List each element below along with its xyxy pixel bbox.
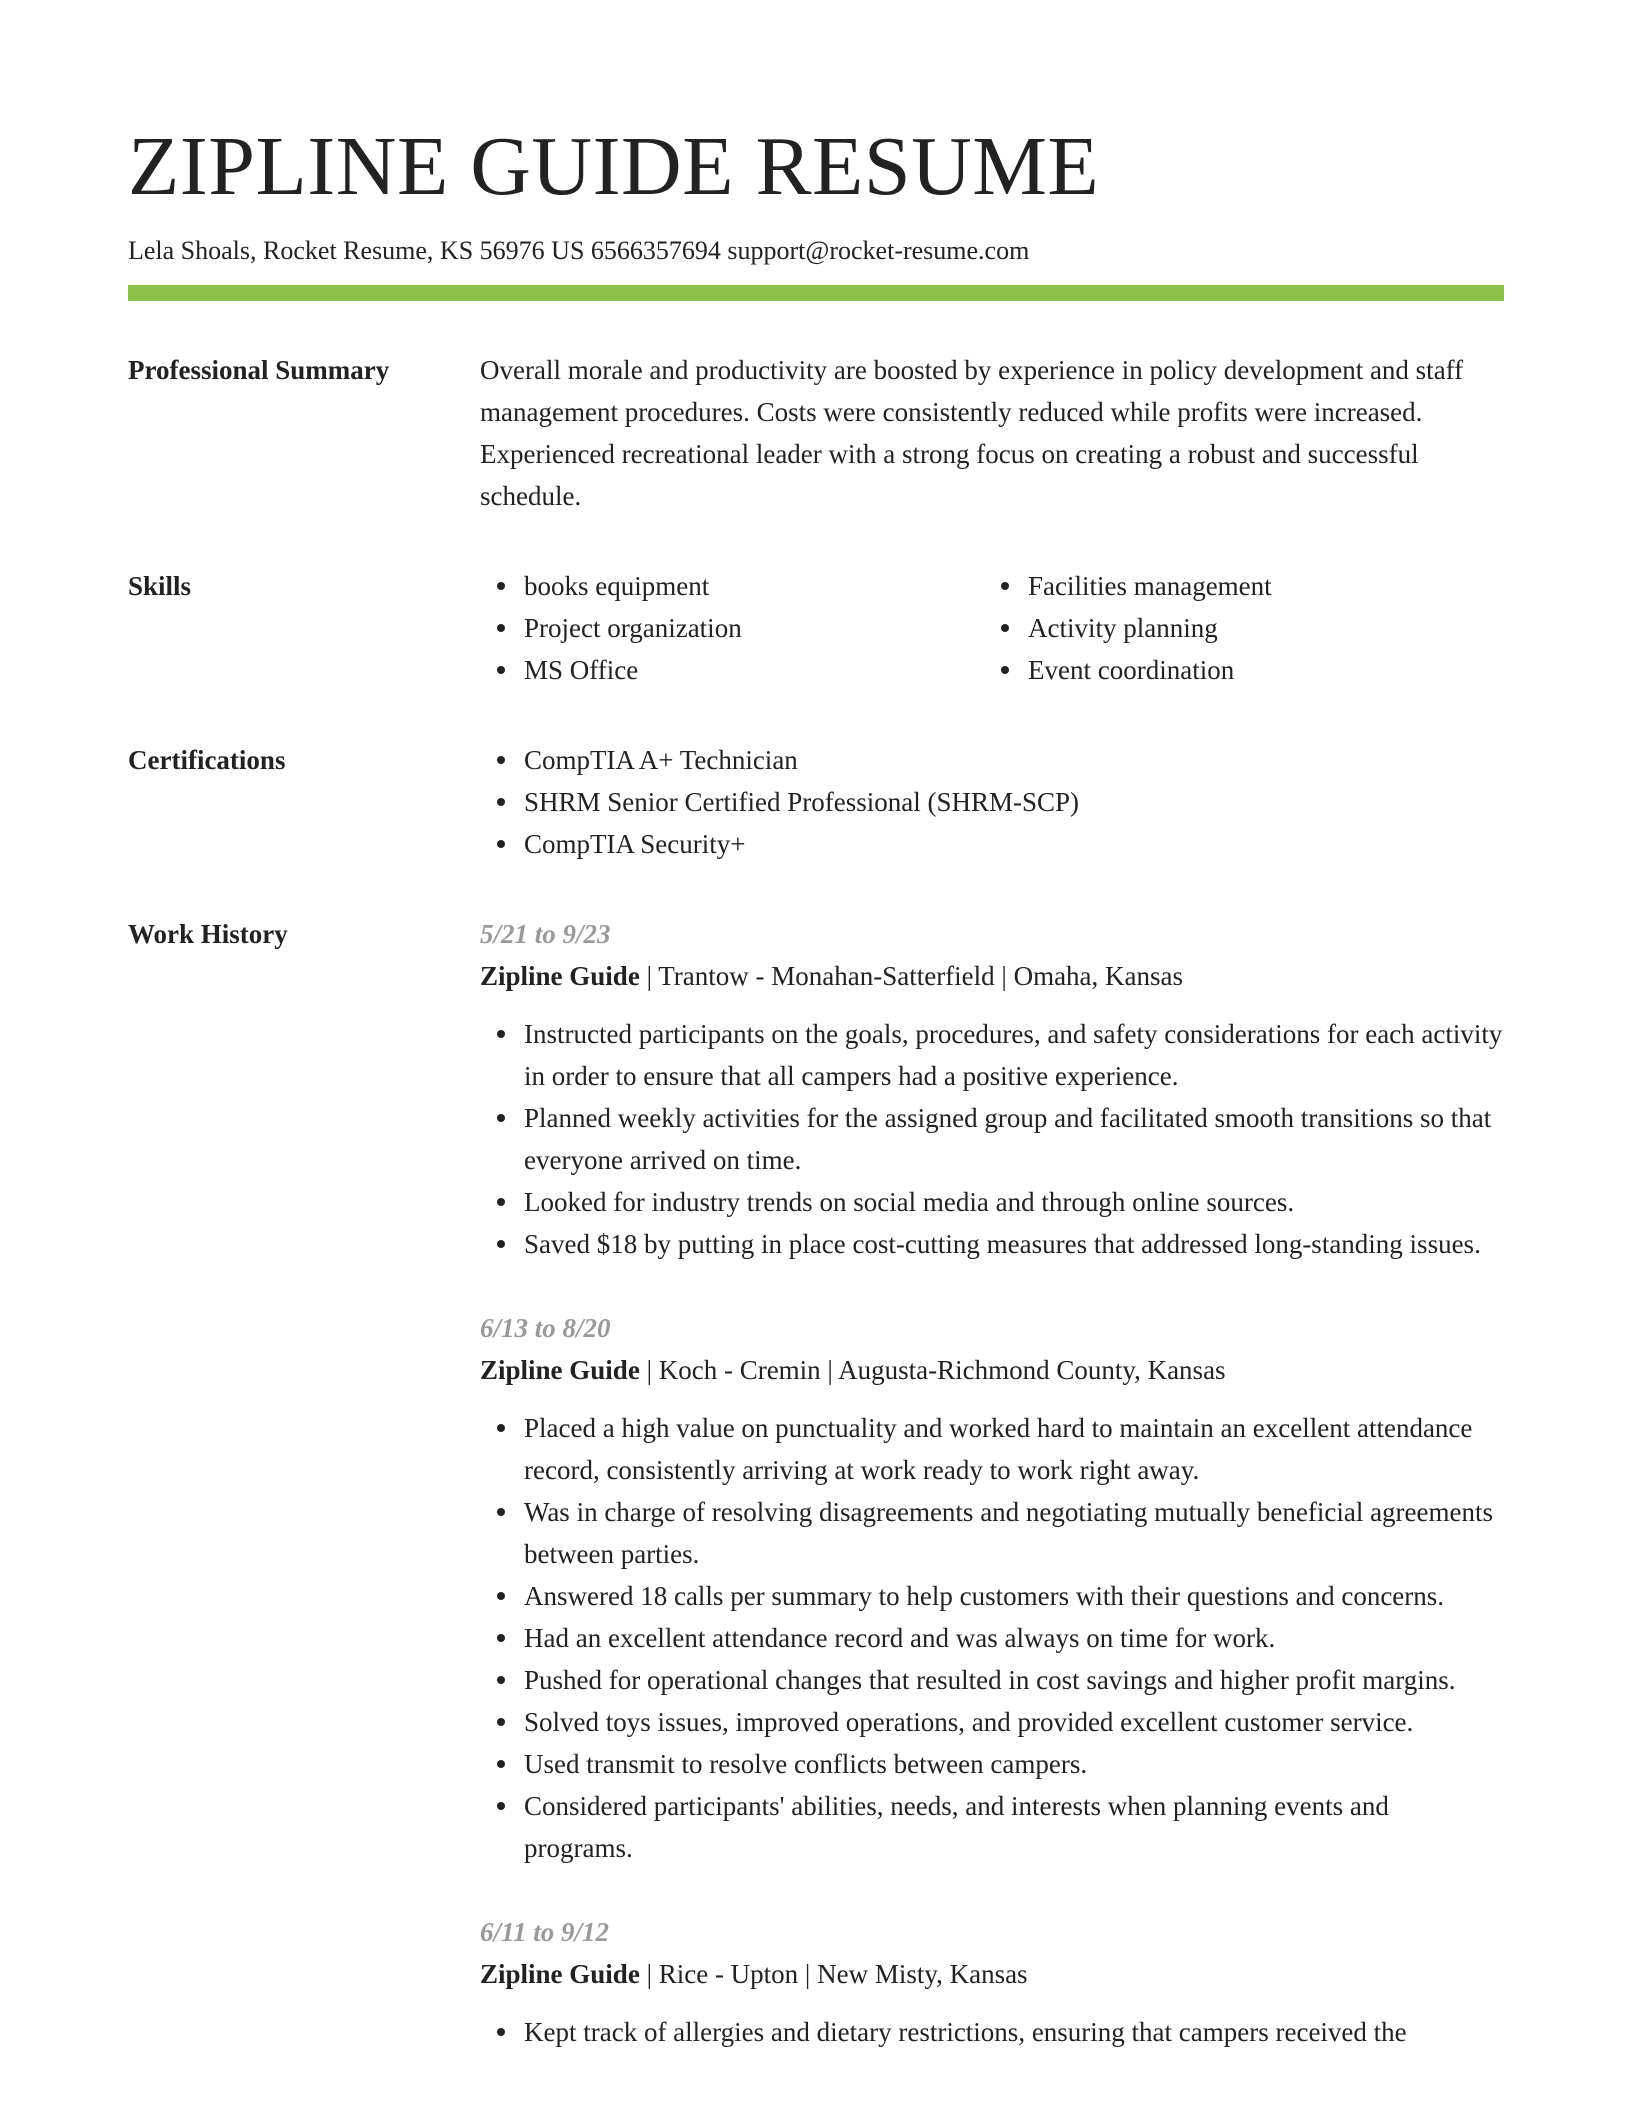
section-label-certifications: Certifications	[128, 745, 286, 775]
job-details: | Trantow - Monahan-Satterfield | Omaha, Kansas	[639, 961, 1184, 991]
job-entry	[480, 1911, 1504, 2053]
section-label-skills: Skills	[128, 571, 192, 601]
job-heading	[480, 955, 1504, 997]
skill-item: MS Office	[524, 649, 984, 691]
certification-item: CompTIA A+ Technician	[524, 739, 1504, 781]
skills-section	[128, 565, 1504, 691]
job-bullet: Answered 18 calls per summary to help customers with their questions and concerns.	[524, 1575, 1504, 1617]
contact-line: Lela Shoals, Rocket Resume, KS 56976 US 6566357694 support@rocket-resume.com	[128, 236, 1030, 265]
skill-item: Facilities management	[1028, 565, 1504, 607]
job-bullet: Saved $18 by putting in place cost-cutting measures that addressed long-standing issues.	[524, 1223, 1504, 1265]
skill-item: Event coordination	[1028, 649, 1504, 691]
job-bullet: Kept track of allergies and dietary restrictions, ensuring that campers received the	[524, 2011, 1504, 2053]
skill-item: Activity planning	[1028, 607, 1504, 649]
job-bullet: Solved toys issues, improved operations, and provided excellent customer service.	[524, 1701, 1504, 1743]
job-details: | Rice - Upton | New Misty, Kansas	[639, 1959, 1028, 1989]
summary-text: Overall morale and productivity are boosted by experience in policy development and staff management procedures. Costs were consistently reduced while profits were increased. Experienced recreational leader with a strong focus on creating a robust and successful schedule.	[480, 355, 1464, 511]
job-dates: 6/13 to 8/20	[480, 1313, 611, 1343]
job-title: Zipline Guide	[480, 1959, 640, 1989]
job-dates: 6/11 to 9/12	[480, 1917, 610, 1947]
job-bullet: Had an excellent attendance record and was always on time for work.	[524, 1617, 1504, 1659]
page-title: ZIPLINE GUIDE RESUME	[128, 120, 1100, 213]
skill-item: Project organization	[524, 607, 984, 649]
resume-page	[128, 0, 1504, 2053]
job-title: Zipline Guide	[480, 1355, 640, 1385]
job-dates: 5/21 to 9/23	[480, 919, 611, 949]
job-bullet: Instructed participants on the goals, procedures, and safety considerations for each activity in order to ensure that all campers had a positive experience.	[524, 1013, 1504, 1097]
job-bullet: Was in charge of resolving disagreements and negotiating mutually beneficial agreements between parties.	[524, 1491, 1504, 1575]
job-heading	[480, 1349, 1504, 1391]
certification-item: CompTIA Security+	[524, 823, 1504, 865]
certifications-list	[480, 739, 1504, 865]
job-bullets	[480, 1013, 1504, 1265]
work-history-section	[128, 913, 1504, 2053]
section-label-work-history: Work History	[128, 919, 288, 949]
job-bullet: Considered participants' abilities, needs, and interests when planning events and programs.	[524, 1785, 1504, 1869]
skills-list-right	[984, 565, 1504, 691]
skills-list-left	[480, 565, 984, 691]
job-bullets	[480, 1407, 1504, 1869]
job-bullet: Pushed for operational changes that resulted in cost savings and higher profit margins.	[524, 1659, 1504, 1701]
accent-divider	[128, 285, 1504, 301]
section-label-summary: Professional Summary	[128, 355, 390, 385]
job-bullets	[480, 2011, 1504, 2053]
job-title: Zipline Guide	[480, 961, 640, 991]
job-heading	[480, 1953, 1504, 1995]
job-entry	[480, 913, 1504, 1265]
certifications-section	[128, 739, 1504, 865]
job-bullet: Placed a high value on punctuality and worked hard to maintain an excellent attendance record, consistently arriving at work ready to work right away.	[524, 1407, 1504, 1491]
summary-section	[128, 349, 1504, 517]
skill-item: books equipment	[524, 565, 984, 607]
job-bullet: Looked for industry trends on social media and through online sources.	[524, 1181, 1504, 1223]
certification-item: SHRM Senior Certified Professional (SHRM-SCP)	[524, 781, 1504, 823]
job-bullet: Planned weekly activities for the assigned group and facilitated smooth transitions so that everyone arrived on time.	[524, 1097, 1504, 1181]
job-details: | Koch - Cremin | Augusta-Richmond County, Kansas	[639, 1355, 1226, 1385]
job-bullet: Used transmit to resolve conflicts between campers.	[524, 1743, 1504, 1785]
job-entry	[480, 1307, 1504, 1869]
